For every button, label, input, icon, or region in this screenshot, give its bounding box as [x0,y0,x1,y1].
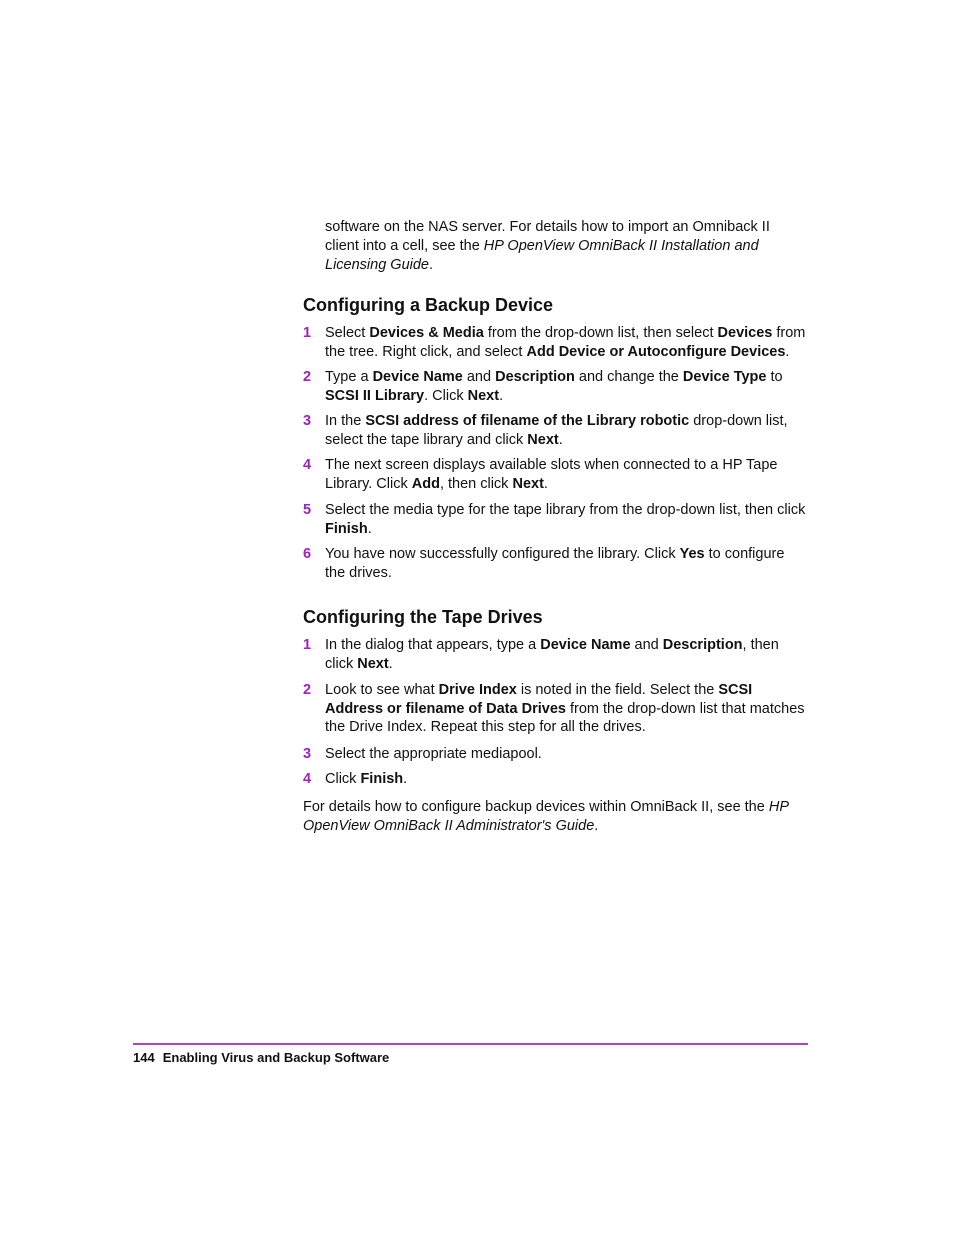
step-text-run: , then click [439,475,513,492]
step-text [325,681,808,737]
step-text-run: Click [325,771,361,787]
list-item [303,636,808,673]
outro-paragraph [303,798,808,835]
step-text-run: Select [325,325,370,341]
outro-text-b: . [594,817,599,834]
outro-guide-title: HP OpenView OmniBack II Administrator's Guide [303,799,789,834]
step-bold-term: Next [512,475,544,492]
backup-device-steps [303,324,808,582]
step-text-run: . [388,655,393,672]
step-text-run: is noted in the field. Select the [516,682,719,698]
step-text-run: drop-down list, select the tape library and click [325,413,788,448]
step-text [325,745,808,764]
section-heading-tape-drives: Configuring the Tape Drives [303,607,543,627]
step-bold-term: Next [527,431,559,448]
step-bold-term: Devices [717,325,773,341]
chapter-title: Enabling Virus and Backup Software [162,1050,390,1065]
step-text-run: Select the appropriate mediapool. [325,745,542,762]
step-text-run: Look to see what [325,682,439,698]
step-bold-term: Next [357,655,389,672]
step-text [325,545,808,582]
step-text [325,368,808,405]
footer-rule [133,1043,808,1045]
list-item [303,745,808,764]
step-number: 4 [303,457,312,473]
step-text-run: . [499,387,504,404]
outro-text-a: For details how to configure backup devices within OmniBack II, see the [303,799,769,815]
list-item [303,681,808,737]
step-number: 3 [303,413,312,429]
step-text-run: . [367,520,372,537]
step-text-run: and change the [574,369,683,385]
step-bold-term: Device Name [540,637,631,653]
step-bold-term: Device Type [682,369,767,385]
step-number: 1 [303,637,312,653]
step-bold-term: SCSI II Library [325,387,425,404]
step-bold-term: Yes [679,546,705,562]
step-bold-term: Description [495,369,575,385]
step-bold-term: Add Device or Autoconfigure Devices [526,343,786,360]
step-text [325,324,808,361]
section-heading-backup-device: Configuring a Backup Device [303,295,554,315]
step-bold-term: Finish [360,771,404,787]
step-text-run: In the [325,413,366,429]
step-text-run: . [558,431,563,448]
tape-drive-steps [303,636,808,789]
step-text-run: . Click [424,387,468,404]
list-item [303,456,808,493]
step-text-run: . [543,475,548,492]
list-item [303,324,808,361]
step-text-run: . [785,343,790,360]
step-text-run: to [766,369,783,385]
step-text-run: , then click [325,637,779,672]
step-bold-term: Finish [325,520,368,537]
step-text [325,770,808,789]
step-text-run: to configure the drives. [325,546,785,581]
step-text-run: The next screen displays available slots when connected to a HP Tape Library. Click [325,457,778,492]
step-bold-term: Devices & Media [369,325,484,341]
step-bold-term: Drive Index [438,682,517,698]
step-text-run: You have now successfully configured the library. Click [325,546,680,562]
step-bold-term: Add [411,475,440,492]
step-bold-term: Device Name [372,369,463,385]
step-text-run: In the dialog that appears, type a [325,637,541,653]
step-bold-term: Description [662,637,743,653]
step-text-run: from the tree. Right click, and select [325,325,806,360]
step-text-run: and [462,369,496,385]
step-number: 2 [303,682,312,698]
step-text-run: Select the media type for the tape library from the drop-down list, then click [325,502,806,518]
list-item [303,368,808,405]
step-number: 5 [303,502,312,518]
step-bold-term: SCSI address of filename of the Library robotic [365,413,690,429]
intro-paragraph [325,218,805,275]
step-bold-term: Next [467,387,500,404]
step-number: 4 [303,771,312,787]
step-text [325,456,808,493]
step-text-run: and [630,637,663,653]
step-bold-term: SCSI Address or filename of Data Drives [325,682,753,717]
step-number: 2 [303,369,312,385]
step-number: 6 [303,546,312,562]
step-text [325,636,808,673]
page-footer [133,1049,389,1067]
page-number: 144 [133,1050,155,1065]
step-number: 3 [303,745,312,762]
step-number: 1 [303,325,312,341]
step-text [325,412,808,449]
step-text-run: Type a [325,369,373,385]
step-text [325,501,808,538]
intro-text-b: . [429,257,434,273]
list-item [303,412,808,449]
intro-text-a: software on the NAS server. For details how to import an Omniback II client into a cell, see the [325,219,770,254]
step-text-run: . [403,771,408,787]
list-item [303,501,808,538]
step-text-run: from the drop-down list, then select [483,325,718,341]
list-item [303,545,808,582]
list-item [303,770,808,789]
step-text-run: from the drop-down list that matches the Drive Index. Repeat this step for all the drives. [325,700,805,735]
intro-guide-title: HP OpenView OmniBack II Installation and Licensing Guide [325,238,759,273]
